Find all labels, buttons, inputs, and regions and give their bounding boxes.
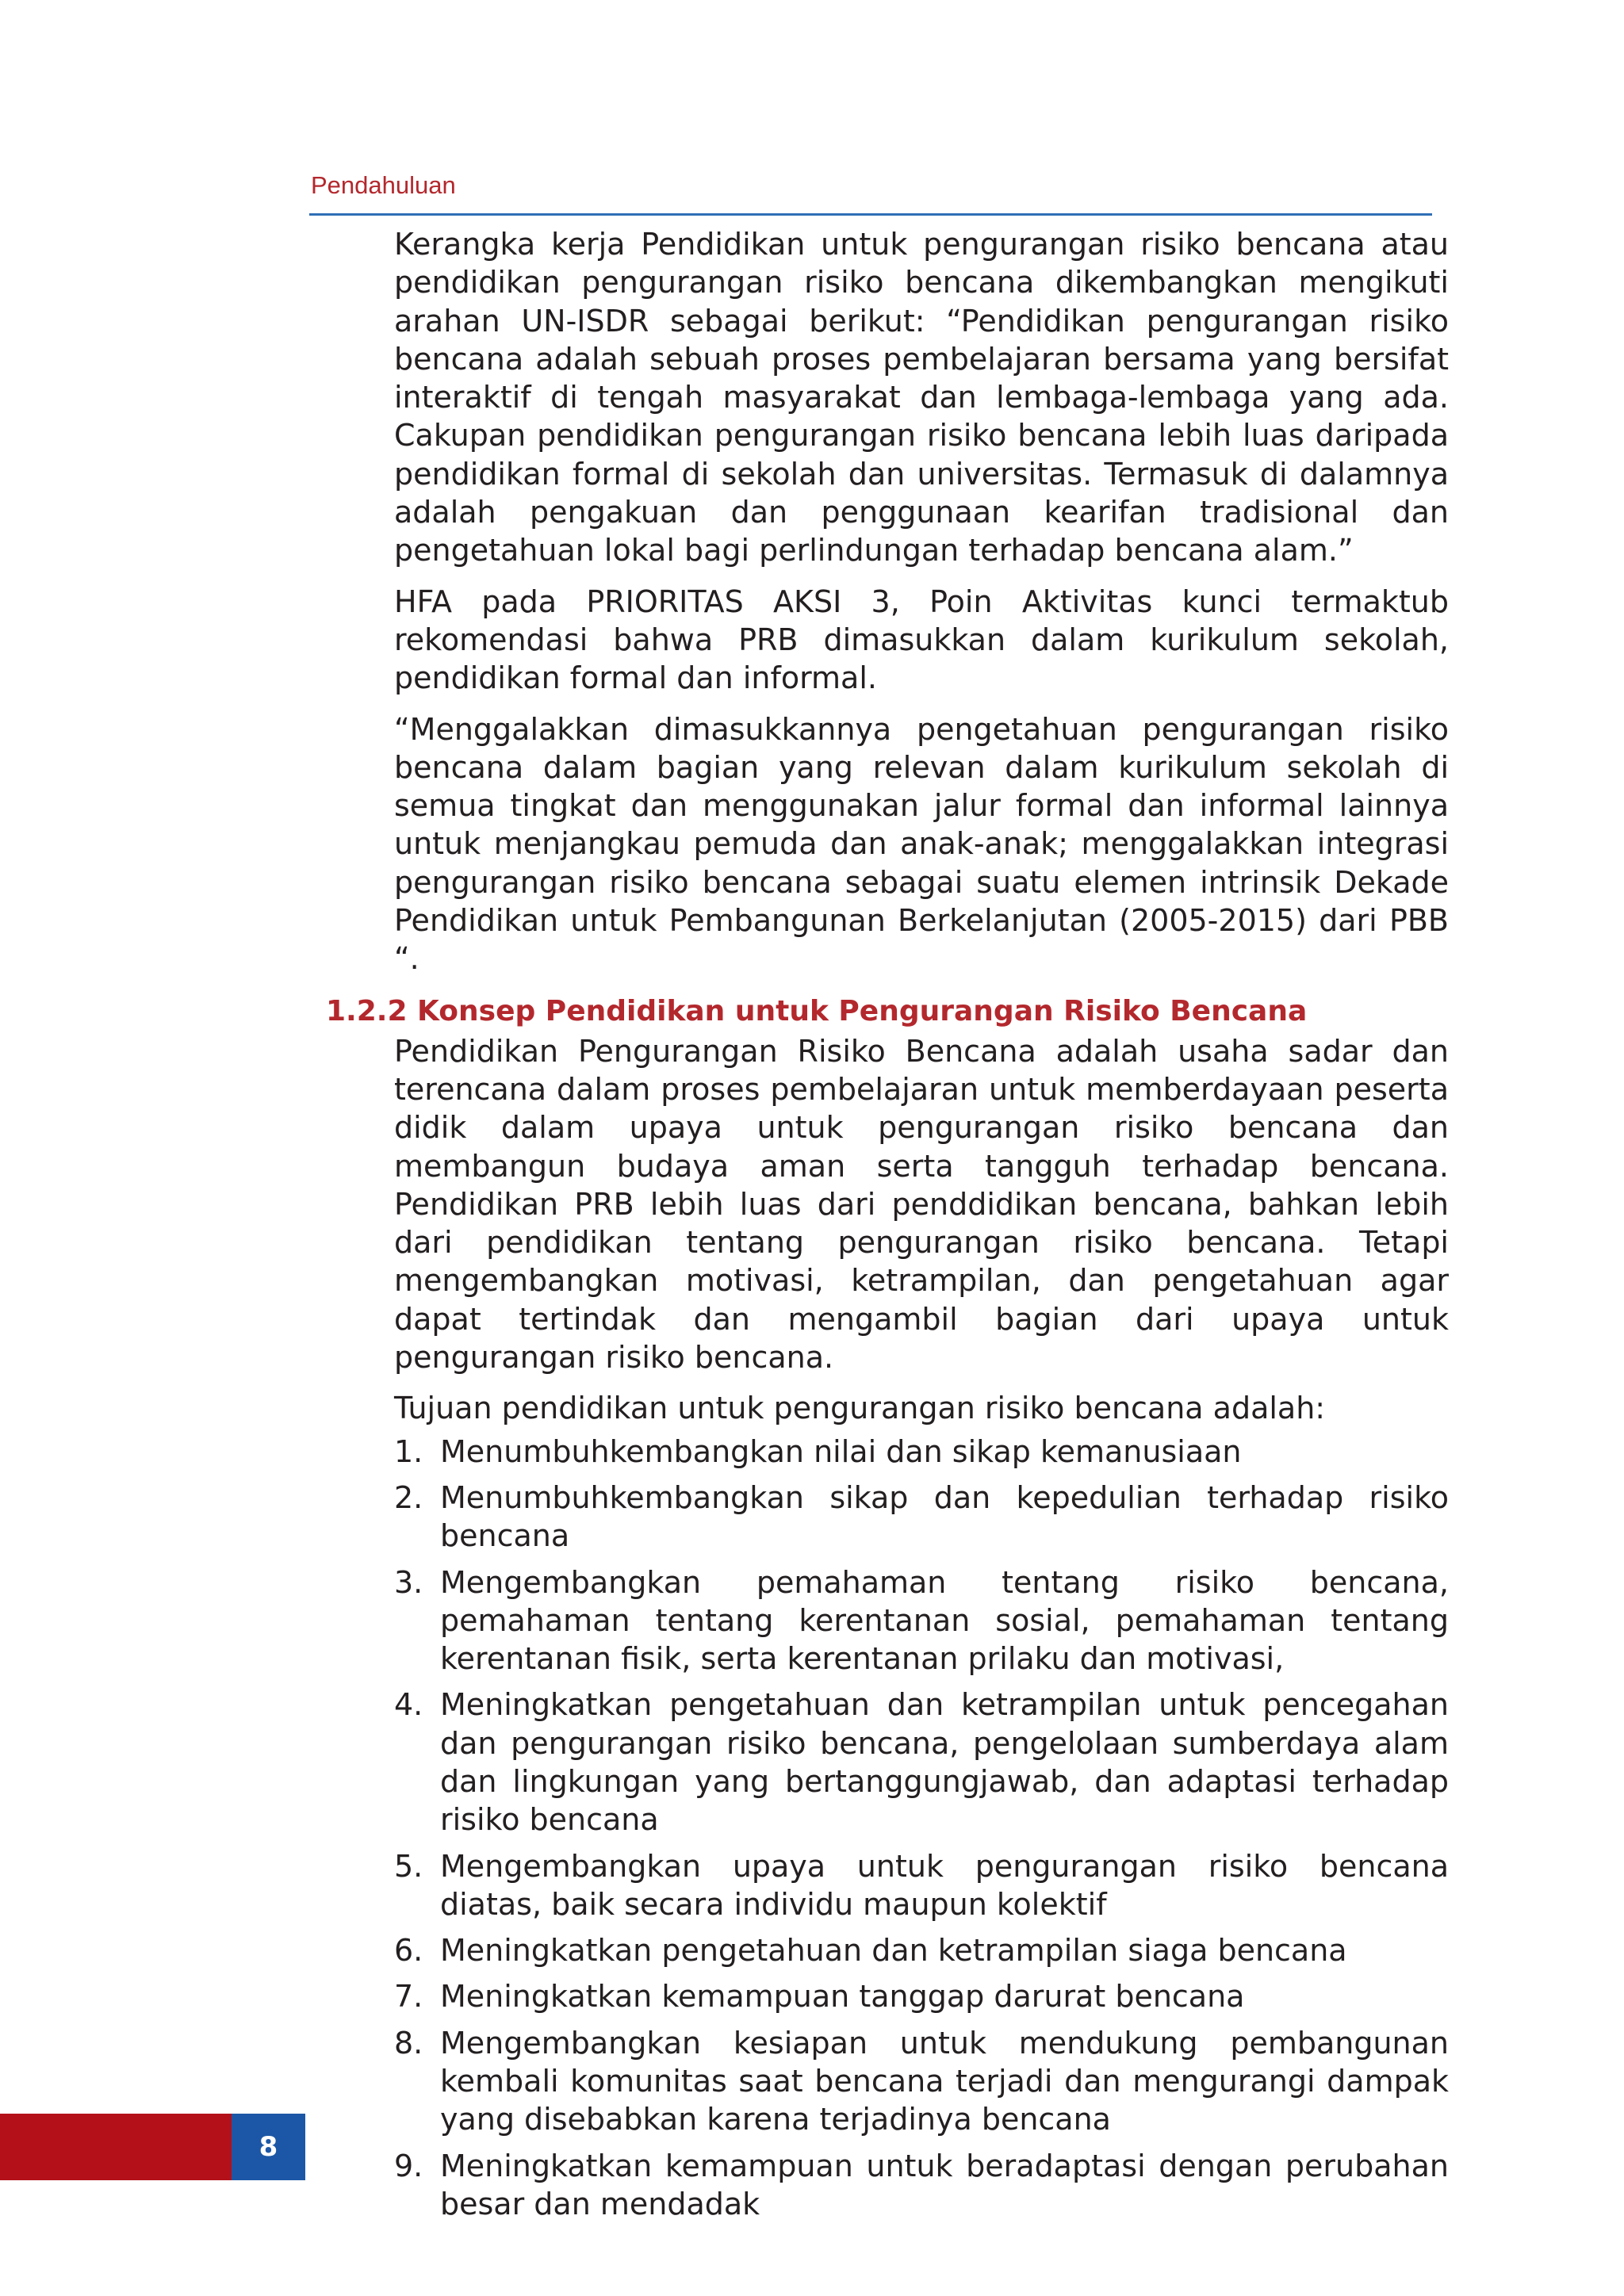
list-item <box>394 2147 1449 2224</box>
list-item <box>394 1686 1449 1839</box>
list-item-number: 5. <box>394 1848 423 1884</box>
list-item-text: Meningkatkan kemampuan tanggap darurat bencana <box>440 1979 1245 2015</box>
list-item-number: 3. <box>394 1564 423 1600</box>
list-item <box>394 2024 1449 2139</box>
list-item <box>394 1433 1449 1471</box>
list-item-text: Menumbuhkembangkan nilai dan sikap kemanusiaan <box>440 1433 1242 1469</box>
list-item-number: 1. <box>394 1433 423 1469</box>
list-item-text: Mengembangkan upaya untuk pengurangan risiko bencana diatas, baik secara individu maupun kolektif <box>440 1848 1449 1922</box>
list-item-text: Mengembangkan pemahaman tentang risiko bencana, pemahaman tentang kerentanan sosial, pemahaman tentang kerentanan fisik, serta kerentanan prilaku dan motivasi, <box>440 1564 1449 1677</box>
page-number: 8 <box>232 2114 305 2180</box>
section-intro: Pendidikan Pengurangan Risiko Bencana adalah usaha sadar dan terencana dalam proses pembelajaran untuk memberdayaan peserta didik dalam upaya untuk pengurangan risiko bencana dan membangun budaya aman serta tangguh terhadap bencana. Pendidikan PRB lebih luas dari penddidikan bencana, bahkan lebih dari pendidikan tentang pengurangan risiko bencana. Tetapi mengembangkan motivasi, ketrampilan, dan pengetahuan agar dapat tertindak dan mengambil bagian dari upaya untuk pengurangan risiko bencana. <box>394 1033 1449 1376</box>
list-item <box>394 1479 1449 1556</box>
list-item-text: Menumbuhkembangkan sikap dan kepedulian terhadap risiko bencana <box>440 1479 1449 1554</box>
list-item-number: 8. <box>394 2025 423 2061</box>
list-item-number: 7. <box>394 1979 423 2015</box>
list-item-number: 6. <box>394 1933 423 1969</box>
list-item-number: 2. <box>394 1479 423 1515</box>
list-item-number: 9. <box>394 2148 423 2183</box>
list-item-text: Meningkatkan kemampuan untuk beradaptasi dengan perubahan besar dan mendadak <box>440 2148 1449 2221</box>
footer-red-bar <box>0 2114 232 2180</box>
running-header: Pendahuluan <box>311 171 456 199</box>
list-item <box>394 1977 1449 2015</box>
list-item <box>394 1563 1449 1678</box>
list-item <box>394 1931 1449 1969</box>
paragraph: HFA pada PRIORITAS AKSI 3, Poin Aktivitas kunci termaktub rekomendasi bahwa PRB dimasukkan dalam kurikulum sekolah, pendidikan formal dan informal. <box>394 584 1449 696</box>
goals-intro: Tujuan pendidikan untuk pengurangan risiko bencana adalah: <box>394 1391 1326 1426</box>
goals-list <box>394 1433 1449 2224</box>
header-divider <box>309 213 1432 216</box>
list-item-text: Meningkatkan pengetahuan dan ketrampilan untuk pencegahan dan pengurangan risiko bencana, pengelolaan sumberdaya alam dan lingkungan yang bertanggungjawab, dan adaptasi terhadap risiko bencana <box>440 1687 1449 1838</box>
list-item-text: Mengembangkan kesiapan untuk mendukung pembangunan kembali komunitas saat bencana terjadi dan mengurangi dampak yang disebabkan karena terjadinya bencana <box>440 2025 1449 2137</box>
section-heading: 1.2.2 Konsep Pendidikan untuk Pengurangan Risiko Bencana <box>326 994 1308 1027</box>
list-item <box>394 1847 1449 1924</box>
list-item-number: 4. <box>394 1687 423 1723</box>
paragraph: “Menggalakkan dimasukkannya pengetahuan pengurangan risiko bencana dalam bagian yang relevan dalam kurikulum sekolah di semua tingkat dan menggunakan jalur formal dan informal lainnya untuk menjangkau pemuda dan anak-anak; menggalakkan integrasi pengurangan risiko bencana sebagai suatu elemen intrinsik Dekade Pendidikan untuk Pembangunan Berkelanjutan (2005-2015) dari PBB “. <box>394 711 1449 977</box>
list-item-text: Meningkatkan pengetahuan dan ketrampilan siaga bencana <box>440 1933 1347 1969</box>
page-body <box>326 225 1449 2231</box>
paragraph: Kerangka kerja Pendidikan untuk pengurangan risiko bencana atau pendidikan pengurangan risiko bencana dikembangkan mengikuti arahan UN-ISDR sebagai berikut: “Pendidikan pengurangan risiko bencana adalah sebuah proses pembelajaran bersama yang bersifat interaktif di tengah masyarakat dan lembaga-lembaga yang ada. Cakupan pendidikan pengurangan risiko bencana lebih luas daripada pendidikan formal di sekolah dan universitas. Termasuk di dalamnya adalah pengakuan dan penggunaan kearifan tradisional dan pengetahuan lokal bagi perlindungan terhadap bencana alam.” <box>394 227 1449 568</box>
